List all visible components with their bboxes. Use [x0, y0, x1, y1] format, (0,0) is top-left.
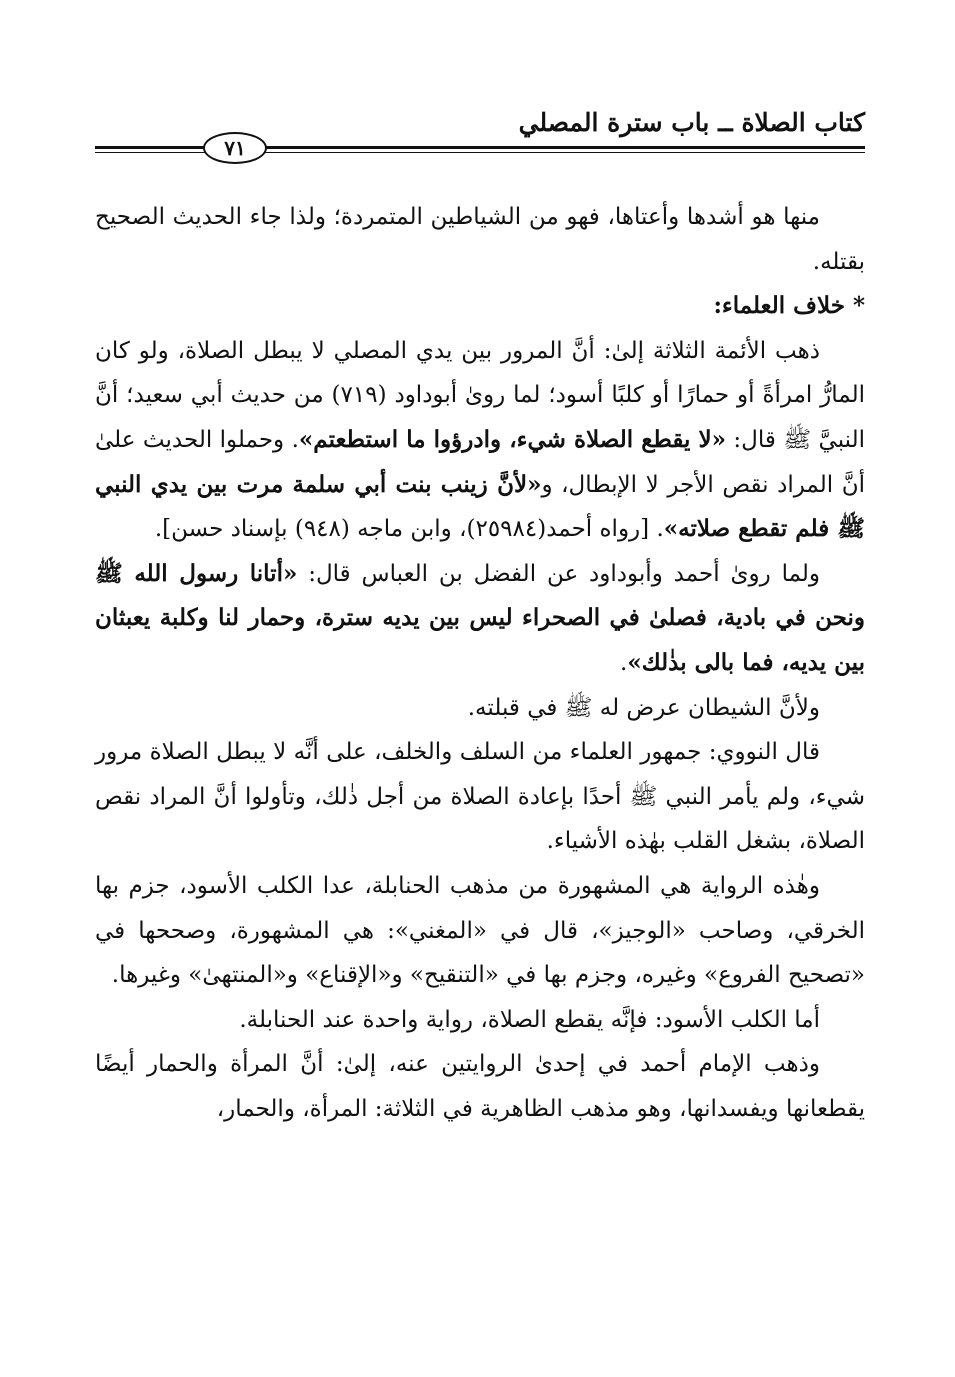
paragraph-2-part-e: . [رواه أحمد(٢٥٩٨٤)، وابن ماجه (٩٤٨) بإسناد حسن].	[154, 516, 664, 543]
paragraph-8: وذهب الإمام أحمد في إحدىٰ الروايتين عنه، إلىٰ: أنَّ المرأة والحمار أيضًا يقطعانها ويفسدانها، وهو مذهب الظاهرية في الثلاثة: المرأة، والحمار،	[95, 1051, 865, 1122]
hadith-quote-1: «لا يقطع الصلاة شيء، وادرؤوا ما استطعتم»	[298, 425, 727, 453]
paragraph-3	[95, 552, 865, 686]
paragraph-2-part-c: . وحملوا الحديث علىٰ أنَّ المراد نقص الأجر لا الإبطال، و	[95, 426, 865, 498]
paragraph-3-part-c: .	[620, 649, 628, 676]
hadith-quote-3: «أتانا رسول الله ﷺ ونحن في بادية، فصلىٰ في الصحراء ليس بين يديه سترة، وحمار لنا وكلبة يعبثان بين يديه، فما بالى بذٰلك»	[95, 559, 865, 676]
paragraph-4: ولأنَّ الشيطان عرض له ﷺ في قبلته.	[467, 694, 820, 721]
asterisk-icon: *	[852, 292, 865, 320]
section-heading	[95, 284, 865, 329]
paragraph-2	[95, 329, 865, 552]
paragraph-2-part-a: ذهب الأئمة الثلاثة إلىٰ: أنَّ المرور بين يدي المصلي لا يبطل الصلاة، ولو كان المارُّ امرأةً أو حمارًا أو كلبًا أسود؛ لما روىٰ أبوداود (٧١٩) من حديث أبي سعيد؛ أنَّ النبيَّ ﷺ قال:	[95, 337, 865, 453]
paragraph-3-part-a: ولما روىٰ أحمد وأبوداود عن الفضل بن العباس قال:	[297, 560, 820, 587]
page-body	[95, 195, 865, 1131]
paragraph-6: وهٰذه الرواية هي المشهورة من مذهب الحنابلة، عدا الكلب الأسود، جزم بها الخرقي، وصاحب «الوجيز»، قال في «المغني»: هي المشهورة، وصححها في «تصحيح الفروع» وغيره، وجزم بها في «التنقيح» و«الإقناع» و«المنتهىٰ» وغيرها.	[95, 872, 865, 989]
page-number: ٧١	[203, 132, 267, 164]
hadith-quote-2: «لأنَّ زينب بنت أبي سلمة مرت بين يدي النبي ﷺ فلم تقطع صلاته»	[95, 470, 865, 543]
paragraph-7: أما الكلب الأسود: فإنَّه يقطع الصلاة، رواية واحدة عند الحنابلة.	[239, 1006, 820, 1033]
paragraph-5: قال النووي: جمهور العلماء من السلف والخلف، على أنَّه لا يبطل الصلاة مرور شيء، ولم يأمر النبي ﷺ أحدًا بإعادة الصلاة من أجل ذٰلك، وتأولوا أنَّ المراد نقص الصلاة، بشغل القلب بهٰذه الأشياء.	[95, 739, 865, 855]
paragraph-1: منها هو أشدها وأعتاها، فهو من الشياطين المتمردة؛ ولذا جاء الحديث الصحيح بقتله.	[95, 204, 865, 275]
running-title: كتاب الصلاة ــ باب سترة المصلي	[518, 108, 865, 137]
section-heading-text: خلاف العلماء:	[713, 292, 845, 320]
page-header	[95, 100, 865, 160]
